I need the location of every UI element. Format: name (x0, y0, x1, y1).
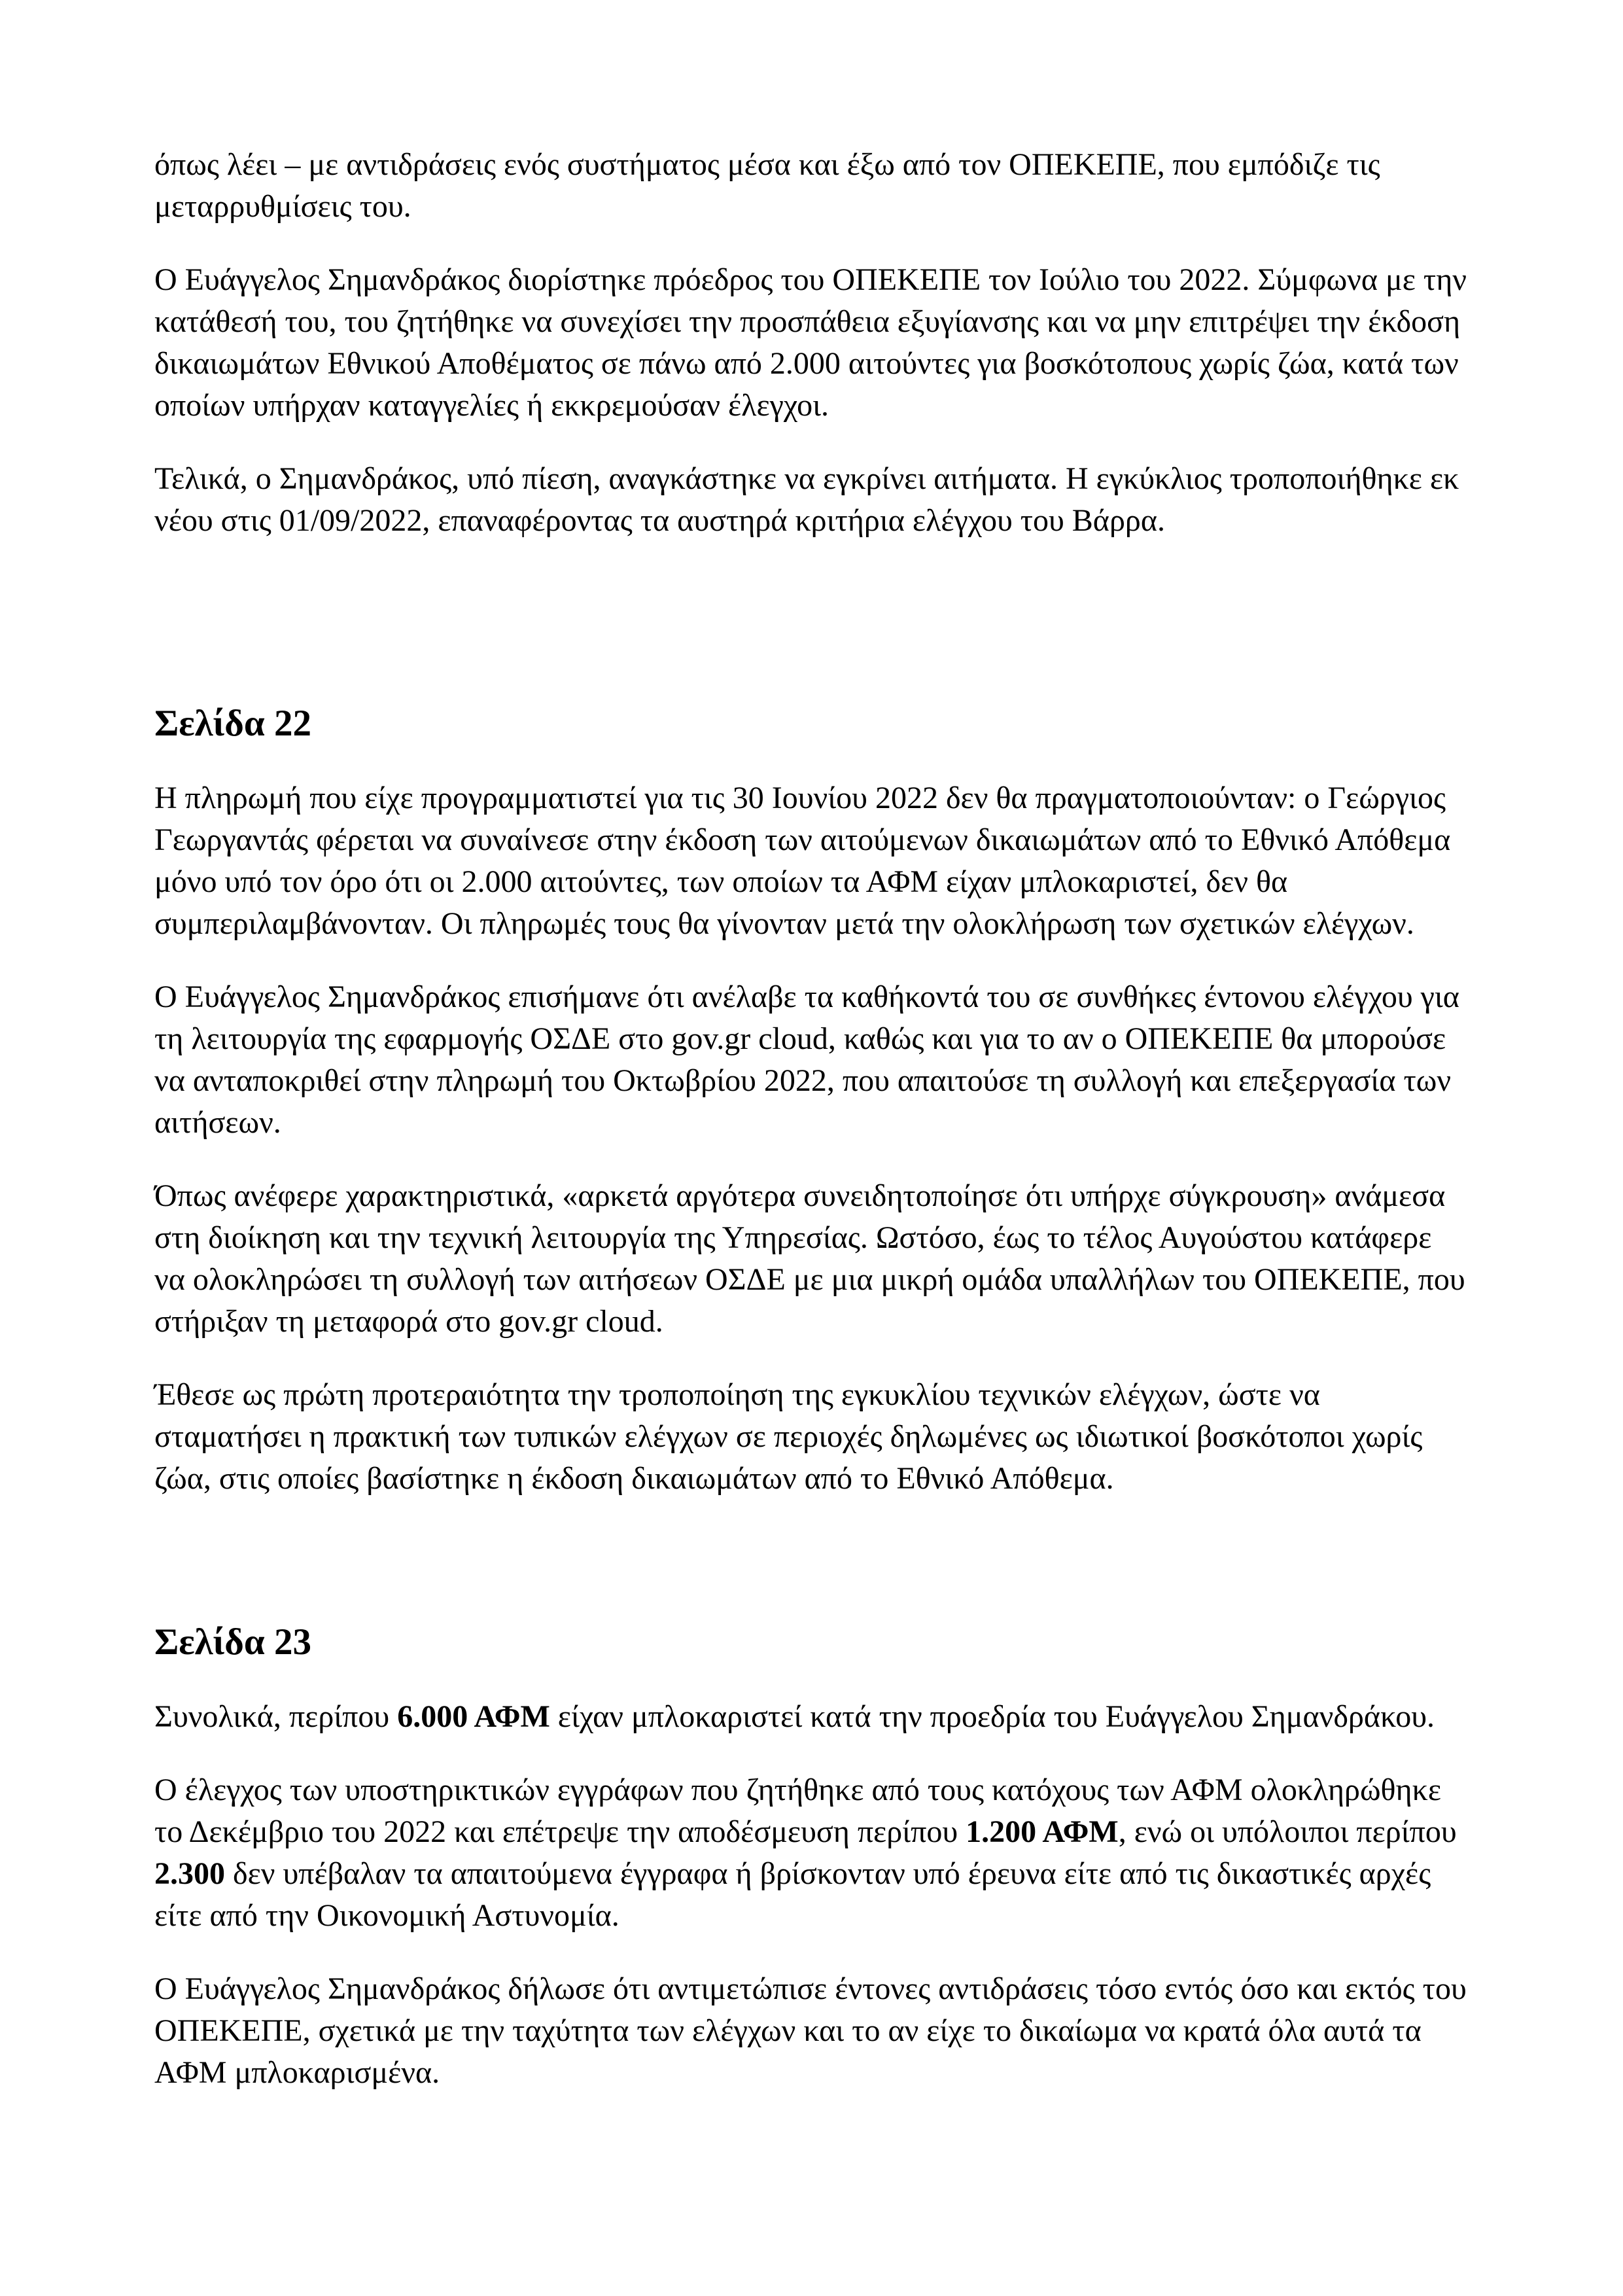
paragraph: Έθεσε ως πρώτη προτεραιότητα την τροποποίηση της εγκυκλίου τεχνικών ελέγχων, ώστε να σταματήσει η πρακτική των τυπικών ελέγχων σε περιοχές δηλωμένες ως ιδιωτικοί βοσκότοποι χωρίς ζώα, στις οποίες βασίστηκε η έκδοση δικαιωμάτων από το Εθνικό Απόθεμα. (154, 1377, 1423, 1496)
section-heading-23: Σελίδα 23 (154, 1621, 311, 1663)
text-run: δεν υπέβαλαν τα απαιτούμενα έγγραφα ή βρίσκονταν υπό έρευνα είτε από τις δικαστικές αρχές είτε από την Οικονομική Αστυνομία. (154, 1856, 1431, 1933)
paragraph: Ο Ευάγγελος Σημανδράκος διορίστηκε πρόεδρος του ΟΠΕΚΕΠΕ τον Ιούλιο του 2022. Σύμφωνα με την κατάθεσή του, του ζητήθηκε να συνεχίσει την προσπάθεια εξυγίανσης και να μην επιτρέψει την έκδοση δικαιωμάτων Εθνικού Αποθέματος σε πάνω από 2.000 αιτούντες για βοσκότοπους χωρίς ζώα, κατά των οποίων υπήρχαν καταγγελίες ή εκκρεμούσαν έλεγχοι. (154, 262, 1467, 423)
section-spacer (154, 1531, 1469, 1616)
paragraph: Η πληρωμή που είχε προγραμματιστεί για τις 30 Ιουνίου 2022 δεν θα πραγματοποιούνταν: ο Γεώργιος Γεωργαντάς φέρεται να συναίνεσε στην έκδοση των αιτούμενων δικαιωμάτων από το Εθνικό Απόθεμα μόνο υπό τον όρο ότι οι 2.000 αιτούντες, των οποίων τα ΑΦΜ είχαν μπλοκαριστεί, δεν θα συμπεριλαμβάνονταν. Οι πληρωμές τους θα γίνονταν μετά την ολοκλήρωση των σχετικών ελέγχων. (154, 781, 1451, 941)
paragraph: Τελικά, ο Σημανδράκος, υπό πίεση, αναγκάστηκε να εγκρίνει αιτήματα. Η εγκύκλιος τροποποιήθηκε εκ νέου στις 01/09/2022, επαναφέροντας τα αυστηρά κριτήρια ελέγχου του Βάρρα. (154, 461, 1459, 538)
paragraph (154, 1769, 1469, 1937)
paragraph: Ο Ευάγγελος Σημανδράκος επισήμανε ότι ανέλαβε τα καθήκοντά του σε συνθήκες έντονου ελέγχου για τη λειτουργία της εφαρμογής ΟΣΔΕ στο gov.gr cloud, καθώς και για το αν ο ΟΠΕΚΕΠΕ θα μπορούσε να ανταποκριθεί στην πληρωμή του Οκτωβρίου 2022, που απαιτούσε τη συλλογή και επεξεργασία των αιτήσεων. (154, 980, 1459, 1140)
bold-figure: 1.200 ΑΦΜ (966, 1814, 1119, 1849)
text-run: Συνολικά, περίπου (154, 1699, 398, 1734)
paragraph (154, 1696, 1469, 1738)
bold-figure: 6.000 ΑΦΜ (397, 1699, 550, 1734)
section-heading-22: Σελίδα 22 (154, 703, 311, 744)
document-page (154, 144, 1469, 2125)
paragraph: όπως λέει – με αντιδράσεις ενός συστήματος μέσα και έξω από τον ΟΠΕΚΕΠΕ, που εμπόδιζε τις μεταρρυθμίσεις του. (154, 147, 1380, 224)
paragraph: Όπως ανέφερε χαρακτηριστικά, «αρκετά αργότερα συνειδητοποίησε ότι υπήρχε σύγκρουση» ανάμεσα στη διοίκηση και την τεχνική λειτουργία της Υπηρεσίας. Ωστόσο, έως το τέλος Αυγούστου κατάφερε να ολοκληρώσει τη συλλογή των αιτήσεων ΟΣΔΕ με μια μικρή ομάδα υπαλλήλων του ΟΠΕΚΕΠΕ, που στήριξαν τη μεταφορά στο gov.gr cloud. (154, 1178, 1465, 1339)
text-run: , ενώ οι υπόλοιποι περίπου (1118, 1814, 1457, 1849)
text-run: είχαν μπλοκαριστεί κατά την προεδρία του Ευάγγελου Σημανδράκου. (550, 1699, 1435, 1734)
paragraph: Ο Ευάγγελος Σημανδράκος δήλωσε ότι αντιμετώπισε έντονες αντιδράσεις τόσο εντός όσο και εκτός του ΟΠΕΚΕΠΕ, σχετικά με την ταχύτητα των ελέγχων και το αν είχε το δικαίωμα να κρατά όλα αυτά τα ΑΦΜ μπλοκαρισμένα. (154, 1971, 1467, 2090)
section-spacer (154, 573, 1469, 698)
text-run: Ο έλεγχος των υποστηρικτικών εγγράφων που ζητήθηκε από τους κατόχους των ΑΦΜ ολοκληρώθηκε το Δεκέμβριο του 2022 και επέτρεψε την αποδέσμευση περίπου (154, 1773, 1441, 1849)
bold-figure: 2.300 (154, 1856, 225, 1891)
